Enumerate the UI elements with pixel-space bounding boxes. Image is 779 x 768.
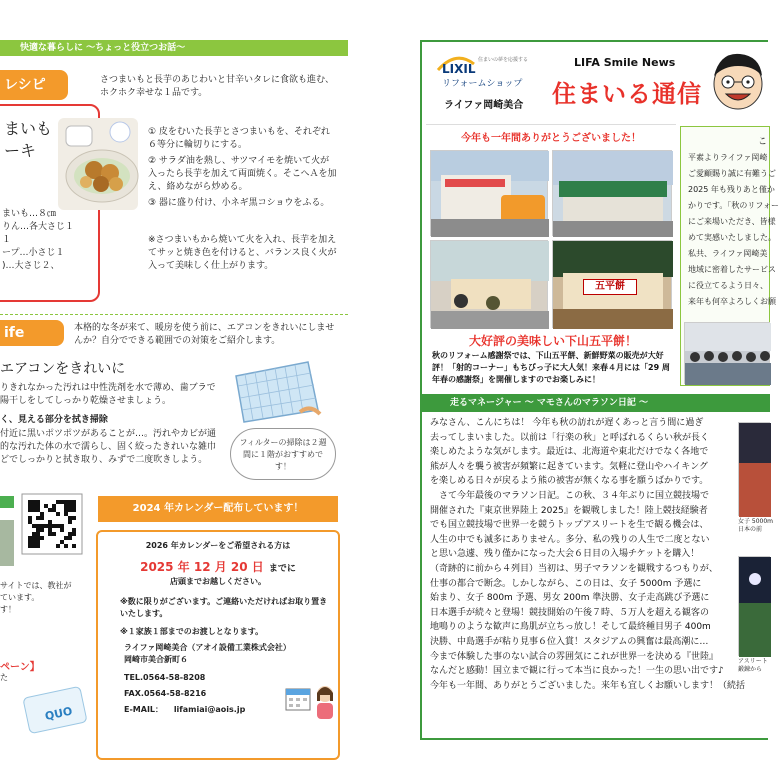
- runner-banner-text: 走るマネージャー ～ マモさんのマラソン日記 ～: [450, 398, 649, 408]
- left-header-bar: [0, 40, 348, 56]
- calendar-tel: TEL.0564-58-8208: [124, 673, 206, 682]
- recipe-photo: [58, 118, 138, 210]
- event-photo-kids: [430, 240, 548, 328]
- calendar-email-label: E-MAIL：: [124, 705, 164, 714]
- greeting-line-8: 地域に密着したサービス: [688, 265, 776, 274]
- calendar-banner-text: 2024 年カレンダー配布しています！: [132, 503, 304, 514]
- campaign-text: た: [0, 673, 8, 682]
- bottom-photo: [0, 520, 14, 566]
- calendar-date-suffix: までに: [268, 564, 296, 574]
- event-photo-tents: [552, 150, 672, 236]
- greeting-text: [688, 150, 779, 310]
- life-body-2: 付近に黒いポツポツがあることが…。汚れやカビが通的な汚れた体の水で濡らし、固く絞ったきれいな雑巾どでしっかりと拭き取り、みずで二度吹きしよう。: [0, 429, 217, 465]
- ingredient-4: ープ…小さじ１: [2, 248, 65, 258]
- quo-card-icon: [20, 686, 90, 736]
- recipe-step-1: ① 皮をむいた長芋とさつまいもを、それぞれ６等分に輪切りにする。: [148, 127, 330, 150]
- dish-illustration: [58, 118, 138, 210]
- website-text: [0, 580, 90, 616]
- recipe-step-3: ③ 器に盛り付け、小ネギ黒コショウをふる。: [148, 198, 330, 208]
- article-line-19: 今年も一年間、ありがとうございました。来年も宜しくお願いします！（続括: [430, 680, 746, 691]
- calendar-email-link[interactable]: lifamiai@aois.jp: [173, 705, 246, 714]
- calendar-line-1: 2026 年カレンダーをご希望される方は: [145, 541, 291, 550]
- article-line-13: 始まり、女子 800m 予選、男女 200m 準決勝、女子走高跳び予選に: [430, 593, 710, 604]
- greeting-line-7: 私共、ライファ岡崎美: [688, 249, 768, 258]
- website-text-2: ています。: [0, 593, 40, 602]
- recipe-steps: [148, 126, 338, 210]
- mochi-headline: 大好評の美味しい下山五平餅！: [468, 334, 637, 348]
- article-line-12: 仕事の都合で断念。しかしながら、この日は、女子 5000m 予選に: [430, 578, 702, 589]
- runner-banner: [422, 394, 770, 412]
- ingredient-2: りん…各大さじ１: [2, 222, 75, 232]
- recipe-tab: [0, 70, 68, 100]
- calendar-note-1: ※数に限りがございます。ご連絡いただければお取り置きいたします。: [120, 597, 328, 618]
- recipe-title: [4, 118, 52, 162]
- calendar-company: ライファ岡崎美合（アオイ設備工業株式会社）: [124, 643, 291, 652]
- campaign-heading: ペーン】: [0, 662, 40, 673]
- brand-subtitle: リフォームショップ: [442, 79, 523, 89]
- calendar-line-2: 店頭までお越しください。: [170, 577, 266, 586]
- mascot-face-icon: [708, 50, 768, 112]
- stadium-caption-2: [738, 658, 768, 674]
- festival-text: 秋のリフォーム感謝祭では、下山五平餅、新鮮野菜の販売が大好評！「射的コーナー」もちびっ子に大人気！来春４月には「29 周年春の感謝祭」を開催しますのでお楽しみに！: [432, 351, 670, 384]
- calendar-note-2: ※１家族１部までのお渡しとなります。: [120, 627, 264, 636]
- newsletter-title: 住まいる通信: [552, 80, 702, 108]
- brand-name: LIXIL: [442, 62, 476, 76]
- stadium-photo-1: [738, 422, 770, 516]
- article-line-5: を楽しめる日々が戻るよう熊の被害が無くなる事を願うばかりです。: [430, 476, 709, 487]
- article-line-17: 今まで体験した事のない試合の雰囲気にこれが世界一を決める『世陸』: [430, 651, 719, 662]
- right-page: [420, 40, 779, 740]
- life-body: りきれなかった汚れは中性洗剤を水で薄め、歯ブラで陽干しをしてしっかり乾燥させましょう。: [0, 383, 216, 406]
- ingredient-5: )…大さじ２、: [2, 261, 60, 271]
- marathon-article: [430, 416, 746, 693]
- caption-1-line-1: 女子 5000m: [738, 518, 774, 525]
- greeting-line-3: 2025 年も残りあと僅か: [688, 185, 775, 194]
- stadium-caption-1: [738, 518, 773, 534]
- calendar-icon: [284, 684, 312, 712]
- website-text-3: す！: [0, 605, 16, 614]
- brand-small-text: 住まいの夢を応援する: [478, 57, 529, 63]
- greeting-line-10: 来年も何卒よろしくお願: [688, 297, 776, 306]
- article-line-9: 人生の中でも滅多にありません。多分、私の残りの人生で二度とない: [430, 534, 710, 545]
- ingredient-1: まいも…８㎝: [2, 209, 57, 219]
- article-line-11: （奇跡的に前から４列目）当初は、男子マラソンを観戦するつもりが、: [430, 563, 718, 574]
- thanks-banner: [426, 124, 676, 146]
- greeting-line-4: かりです。「秋のリフォー: [688, 201, 779, 210]
- recipe-title-line-2: ーキ: [4, 141, 37, 160]
- thanks-banner-text: 今年も一年間ありがとうございました！: [461, 133, 641, 144]
- greeting-line-5: にご来場いただき、皆様: [688, 217, 776, 226]
- greeting-line-1: 平素よりライファ岡崎: [688, 153, 768, 162]
- calendar-address: 岡崎市美合新町６: [124, 655, 188, 664]
- life-intro: 本格的な冬が来て、暖房を使う前に、エアコンをきれいにしませんか？自分でできる範囲での対策をご紹介します。: [74, 323, 335, 346]
- event-photo-gohei-stall: [552, 240, 672, 328]
- greeting-line-6: めて実感いたしました。: [688, 233, 776, 242]
- article-line-7: 開催された『東京世界陸上 2025』を観戦しました！陸上競技経験者: [430, 505, 708, 516]
- event-photo-shop: [430, 150, 548, 236]
- svg-text:QUO: QUO: [43, 704, 74, 724]
- article-line-6: さて今年最後のマラソン日記。この秋、３４年ぶりに国立競技場で: [430, 490, 710, 501]
- green-strip: [0, 496, 14, 508]
- life-tab: [0, 320, 64, 346]
- article-line-2: 去ってしまいました。以前は「行楽の秋」と呼ばれるくらい秋が長く: [430, 432, 710, 443]
- calendar-banner: [98, 496, 338, 522]
- calendar-deadline: [104, 556, 332, 575]
- life-subhead: く、見える部分を拭き掃除: [0, 415, 108, 425]
- greeting-line-2: ご愛顧賜り誠に有難うご: [688, 169, 776, 178]
- greeting-corner: こ: [758, 137, 768, 147]
- life-tab-label: ife: [4, 325, 25, 341]
- website-text-1: サイトでは、教社が: [0, 581, 72, 590]
- article-line-4: 熊が人々を襲う被害が頻繁に起きています。気軽に登山やハイキング: [430, 461, 709, 472]
- life-divider: [0, 314, 348, 315]
- filter-speech-text: フィルターの掃除は２週間に１階がおすすめです！: [239, 438, 327, 471]
- article-line-15: 地鳴りのような歓声に鳥肌が立ちっ放し！そして最終種目男子 400m: [430, 622, 711, 633]
- greeting-line-9: に役立てるよう日々、: [688, 281, 768, 290]
- air-filter-illustration: [230, 358, 326, 428]
- calendar-fax: FAX.0564-58-8216: [124, 689, 207, 698]
- calendar-date: 2025 年 12 月 20 日: [140, 560, 264, 574]
- caption-2-line-1: アスリート: [738, 658, 768, 665]
- recipe-note: ※さつまいもから焼いて火を入れ、長芋を加えてサッと焼き色を付けると、バランス良く火が入って美味しく仕上がります。: [148, 235, 337, 271]
- article-line-1: みなさん、こんにちは！ 今年も秋の訪れが遅くあっと言う間に過ぎ: [430, 418, 704, 428]
- news-label: LIFA Smile News: [574, 56, 676, 69]
- article-line-16: 決勝、中島選手が粘り見事６位入賞！スタジアムの興奮は最高潮に…: [430, 636, 709, 647]
- stall-sign: 五平餅: [583, 279, 637, 295]
- left-header-text: 快適な暮らしに ～ちょっと役立つお話～: [20, 43, 186, 53]
- recipe-tab-label: レシピ: [4, 77, 46, 93]
- recipe-intro: さつまいもと長芋のあじわいと甘辛いタレに食欲も進む、ホクホク幸せな１品です。: [100, 75, 335, 98]
- article-line-3: 楽しめたような気がします。最近は、北海道や東北だけでなく各地で: [430, 447, 709, 458]
- article-line-18: なんだと感動！国立まで観に行って本当に良かった！一生の思い出です♪: [430, 666, 724, 677]
- caption-2-line-2: 鍛錬から: [738, 666, 763, 673]
- life-title: エアコンをきれいに: [0, 361, 126, 377]
- recipe-step-2: ② サラダ油を熱し、サツマイモを焼いて火が入ったら長芋を加えて両面焼く。そこへＡを加え、絡めながら炒める。: [148, 156, 337, 192]
- staff-group-photo: [684, 322, 770, 384]
- left-page: [0, 0, 350, 768]
- article-line-14: 日本選手が続々と登場！競技開始の午後７時、５万人を超える観客の: [430, 607, 710, 618]
- shop-name: ライファ岡崎美合: [444, 100, 524, 111]
- article-line-10: と思い急遽、残り僅かになった大会６日目の入場チケットを購入！: [430, 549, 700, 560]
- article-line-8: でも国立競技場で世界一を競うトップアスリートを生で観る機会は、: [430, 520, 709, 531]
- recipe-ingredients: [2, 208, 92, 273]
- woman-icon: [312, 684, 338, 720]
- ingredient-3: １: [2, 235, 12, 245]
- recipe-title-line-1: まいも: [4, 119, 53, 138]
- qr-code: [22, 494, 82, 554]
- stadium-photo-2: [738, 556, 770, 656]
- filter-speech-bubble: [230, 428, 336, 480]
- caption-1-line-2: 日本の前: [738, 526, 763, 533]
